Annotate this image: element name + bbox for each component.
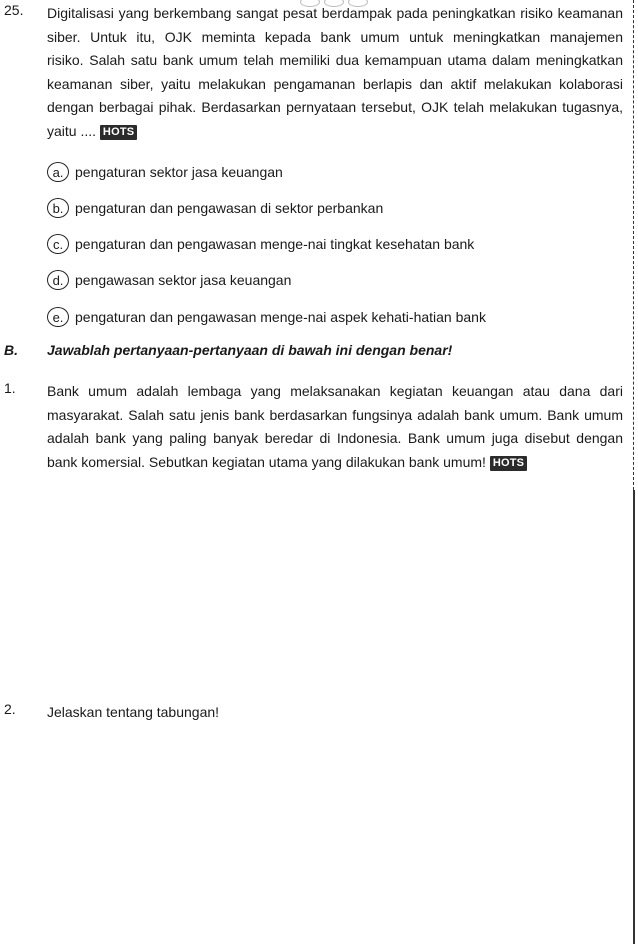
option-d-letter: d.: [47, 270, 69, 290]
question-25-last-line: [47, 120, 623, 144]
question-25-text: [47, 2, 623, 143]
option-b[interactable]: [47, 197, 383, 219]
option-a-text: pengaturan sektor jasa keuangan: [75, 164, 283, 180]
question-25-line: keamanan siber, yaitu melakukan pengamanan berlapis dan aktif melakukan kolaborasi: [47, 75, 623, 92]
hots-badge: HOTS: [100, 125, 137, 140]
section-b-letter: B.: [4, 342, 18, 358]
option-a-letter: a.: [47, 162, 69, 182]
question-25-line: risiko. Salah satu bank umum telah memiliki dua kemampuan utama dalam meningkatkan: [47, 52, 623, 68]
essay-1-question: bank komersial. Sebutkan kegiatan utama yang dilakukan bank umum!: [47, 453, 486, 470]
option-d[interactable]: [47, 269, 291, 291]
question-25-number: 25.: [4, 2, 24, 18]
essay-1-line: Bank umum adalah lembaga yang melaksanakan kegiatan keuangan atau dana dari: [47, 383, 623, 399]
option-c[interactable]: [47, 233, 474, 255]
hots-badge: HOTS: [490, 456, 527, 471]
question-25-ellipsis: yaitu ....: [47, 122, 97, 139]
essay-2-text: Jelaskan tentang tabungan!: [47, 704, 220, 720]
page-edge-line: [633, 490, 635, 944]
option-b-text: pengaturan dan pengawasan di sektor perbankan: [75, 200, 384, 216]
essay-1-line: adalah bank yang paling banyak beredar di Indonesia. Bank umum juga disebut dengan: [47, 430, 623, 446]
section-b-title: Jawablah pertanyaan-pertanyaan di bawah ini dengan benar!: [47, 342, 453, 358]
question-25-line: siber. Untuk itu, OJK meminta kepada bank umum untuk meningkatkan manajemen: [47, 28, 623, 45]
option-b-letter: b.: [47, 198, 69, 218]
option-c-text: pengaturan dan pengawasan menge-nai tingkat kesehatan bank: [75, 236, 475, 252]
option-d-text: pengawasan sektor jasa keuangan: [75, 272, 292, 288]
option-e-text: pengaturan dan pengawasan menge-nai aspek kehati-hatian bank: [75, 309, 486, 325]
option-c-letter: c.: [47, 234, 69, 254]
essay-2-number: 2.: [4, 701, 16, 717]
essay-1-number: 1.: [4, 380, 16, 396]
option-e-letter: e.: [47, 307, 69, 327]
question-25-line: dengan berbagai pihak. Berdasarkan pernyataan tersebut, OJK telah melakukan tugasnya,: [47, 99, 623, 115]
essay-1-text: [47, 380, 623, 474]
option-e[interactable]: [47, 306, 486, 328]
question-25-line: Digitalisasi yang berkembang sangat pesat berdampak pada peningkatkan risiko keamanan: [47, 5, 623, 21]
cut-line-dashed: [633, 0, 634, 490]
essay-1-line: masyarakat. Salah satu jenis bank berdasarkan fungsinya adalah bank umum. Bank umum: [47, 406, 623, 423]
essay-1-last-line: [47, 451, 623, 475]
section-b-heading: [4, 342, 452, 358]
option-a[interactable]: [47, 161, 283, 183]
